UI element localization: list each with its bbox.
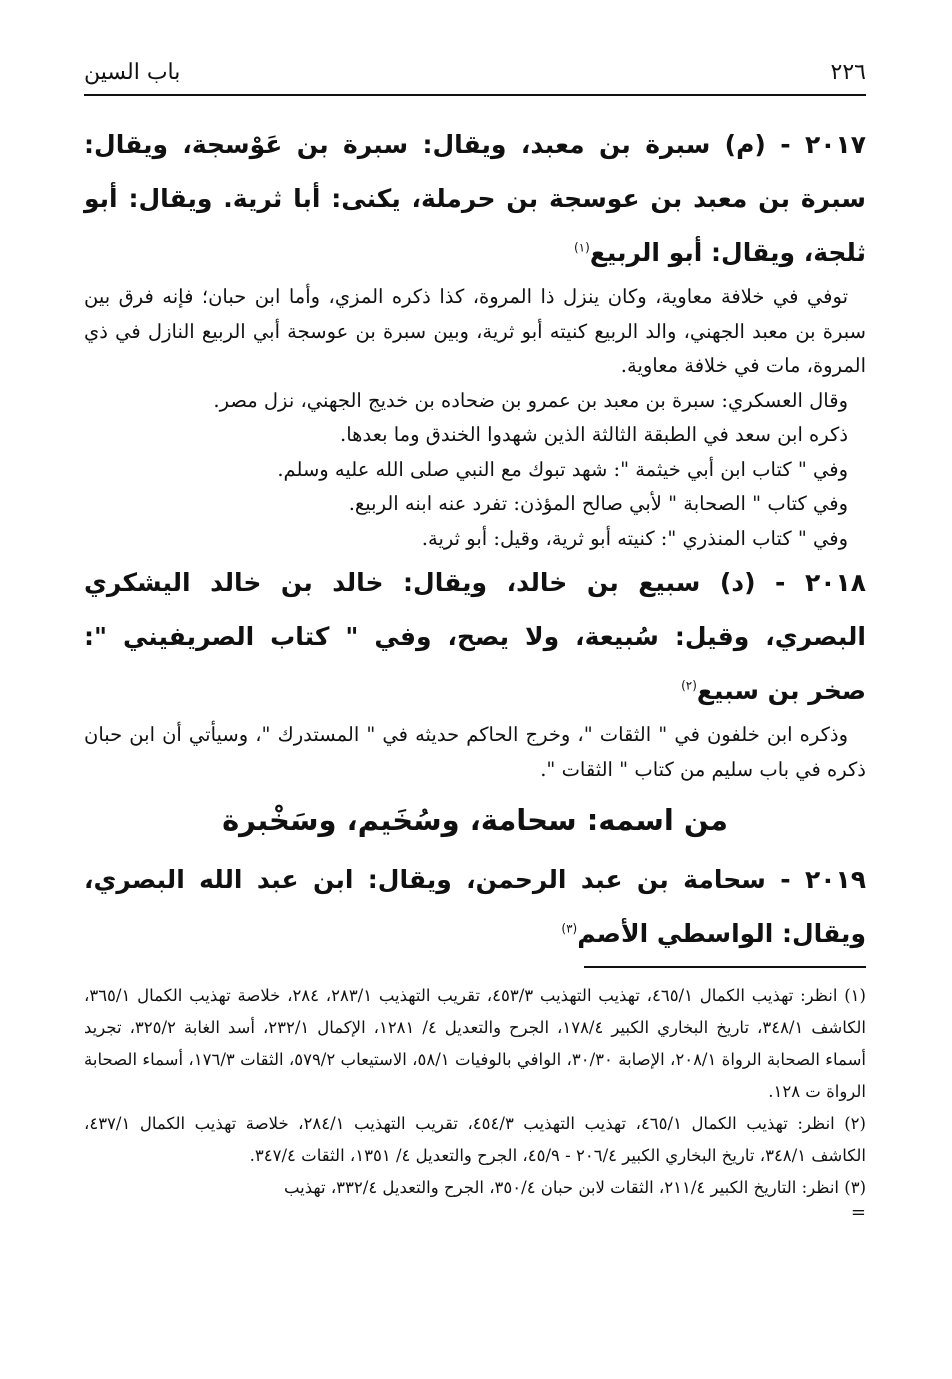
section-title: من اسمه: سحامة، وسُخَيم، وسَخْبرة bbox=[222, 803, 728, 837]
entry-2018-heading: ٢٠١٨ - (د) سبيع بن خالد، ويقال: خالد بن خالد اليشكري البصري، وقيل: سُبيعة، ولا يصح، وفي " كتاب الصريفيني ": صخر بن سبيع$^{(٢)}$ bbox=[84, 568, 866, 705]
entry-2019-heading: ٢٠١٩ - سحامة بن عبد الرحمن، ويقال: ابن عبد الله البصري، ويقال: الواسطي الأصم$^{(٣)}$ bbox=[84, 865, 866, 948]
footnote-separator bbox=[584, 966, 866, 968]
entry-2017-paragraph: وفي كتاب " الصحابة " لأبي صالح المؤذن: تفرد عنه ابنه الربيع. bbox=[348, 492, 848, 515]
entry-2017-paragraph: وفي " كتاب ابن أبي خيثمة ": شهد تبوك مع النبي صلى الله عليه وسلم. bbox=[277, 457, 848, 481]
footnote-ref-1[interactable]: (١) bbox=[573, 240, 590, 255]
continuation-mark: = bbox=[850, 1202, 866, 1223]
entry-2017-paragraph: ذكره ابن سعد في الطبقة الثالثة الذين شهدوا الخندق وما بعدها. bbox=[340, 423, 848, 446]
footnote-2: (٢) انظر: تهذيب الكمال ٤٦٥/١، تهذيب التهذيب ٤٥٤/٣، تقريب التهذيب ٢٨٤/١، خلاصة تهذيب الكمال ٤٣٧/١، الكاشف ٣٤٨/١، تاريخ البخاري الكبير ٢٠٦/٤ - ٤٥/٩، الجرح والتعديل ٤/ ١٣٥١، الثقات ٣٤٧/٤. bbox=[84, 1114, 866, 1165]
main-text bbox=[84, 118, 866, 961]
page-number: ٢٢٦ bbox=[830, 60, 866, 85]
entry-2018-paragraph: وذكره ابن خلفون في " الثقات "، وخرج الحاكم حديثه في " المستدرك "، وسيأتي أن ابن حبان ذكره في باب سليم من كتاب " الثقات ". bbox=[84, 723, 866, 781]
entry-2017-paragraph: وفي " كتاب المنذري ": كنيته أبو ثرية، وقيل: أبو ثرية. bbox=[421, 526, 848, 550]
footnote-3: (٣) انظر: التاريخ الكبير ٢١١/٤، الثقات لابن حبان ٣٥٠/٤، الجرح والتعديل ٣٣٢/٤، تهذيب bbox=[283, 1178, 866, 1197]
page-header bbox=[84, 52, 866, 96]
footnote-ref-3[interactable]: (٣) bbox=[561, 921, 578, 936]
entry-2017-paragraph: وقال العسكري: سبرة بن معبد بن عمرو بن ضحاده بن خديج الجهني، نزل مصر. bbox=[213, 388, 848, 412]
footnote-1: (١) انظر: تهذيب الكمال ٤٦٥/١، تهذيب التهذيب ٤٥٣/٣، تقريب التهذيب ٢٨٣/١، ٢٨٤، خلاصة تهذيب الكمال ٣٦٥/١، الكاشف ٣٤٨/١، تاريخ البخاري الكبير ١٧٨/٤، الجرح والتعديل ٤/ ١٢٨١، الإكمال ٢٣٢/١، أسد الغابة ٣٢٥/٢، تجريد أسماء الصحابة الرواة ٢٠٨/١، الإصابة ٣٠/٣٠، الوافي بالوفيات ٥٨/١، الاستيعاب ٥٧٩/٢، الثقات ١٧٦/٣، أسماء الصحابة الرواة ت ١٢٨. bbox=[84, 986, 866, 1101]
footnotes bbox=[84, 980, 866, 1222]
chapter-title: باب السين bbox=[84, 60, 181, 85]
entry-2017-paragraph: توفي في خلافة معاوية، وكان ينزل ذا المروة، كذا ذكره المزي، وأما ابن حبان؛ فإنه فرق بين سبرة بن معبد الجهني، والد الربيع كنيته أبو ثرية، وبين سبرة بن عوسجة أبي الربيع النازل في ذي المروة، مات في خلافة معاوية. bbox=[84, 285, 866, 377]
footnote-ref-2[interactable]: (٢) bbox=[681, 678, 697, 693]
entry-2017-heading: ٢٠١٧ - (م) سبرة بن معبد، ويقال: سبرة بن عَوْسجة، ويقال: سبرة بن معبد بن عوسجة بن حرملة، يكنى: أبا ثرية. ويقال: أبو ثلجة، ويقال: أبو الربيع$^{(١)}$ bbox=[84, 130, 866, 267]
